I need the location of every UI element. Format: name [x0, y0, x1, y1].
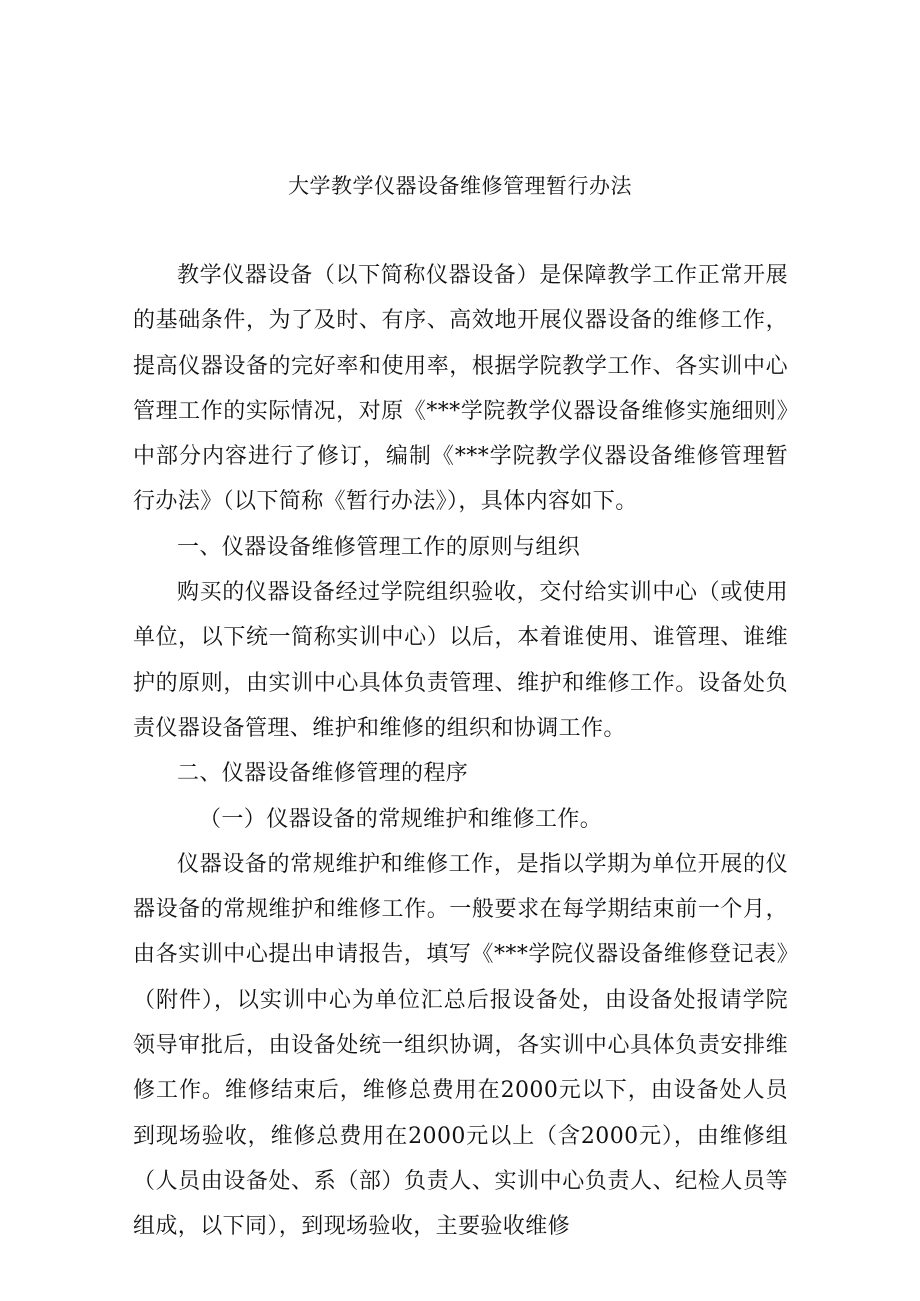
- section-2-sub-1-paragraph: 仪器设备的常规维护和维修工作，是指以学期为单位开展的仪器设备的常规维护和维修工作。一般要求在每学期结束前一个月，由各实训中心提出申请报告，填写《***学院仪器设备维修登记表》（附件），以实训中心为单位汇总后报设备处，由设备处报请学院领导审批后，由设备处统一组织协调，各实训中心具体负责安排维修工作。维修结束后，维修总费用在2000元以下，由设备处人员到现场验收，维修总费用在2000元以上（含2000元），由维修组（人员由设备处、系（部）负责人、实训中心负责人、纪检人员等组成，以下同），到现场验收，主要验收维修: [133, 851, 788, 1240]
- document-body: [133, 253, 788, 1250]
- section-1-heading: 一、仪器设备维修管理工作的原则与组织: [177, 534, 581, 560]
- section-2-subheading-1: （一）仪器设备的常规维护和维修工作。: [199, 806, 603, 832]
- intro-paragraph: 教学仪器设备（以下简称仪器设备）是保障教学工作正常开展的基础条件，为了及时、有序、高效地开展仪器设备的维修工作，提高仪器设备的完好率和使用率，根据学院教学工作、各实训中心管理工作的实际情况，对原《***学院教学仪器设备维修实施细则》中部分内容进行了修订，编制《***学院教学仪器设备维修管理暂行办法》（以下简称《暂行办法》），具体内容如下。: [133, 263, 788, 515]
- document-title: 大学教学仪器设备维修管理暂行办法: [288, 174, 632, 198]
- section-2-heading: 二、仪器设备维修管理的程序: [177, 761, 469, 787]
- section-1-paragraph: 购买的仪器设备经过学院组织验收，交付给实训中心（或使用单位，以下统一简称实训中心）以后，本着谁使用、谁管理、谁维护的原则，由实训中心具体负责管理、维护和维修工作。设备处负责仪器设备管理、维护和维修的组织和协调工作。: [133, 580, 788, 741]
